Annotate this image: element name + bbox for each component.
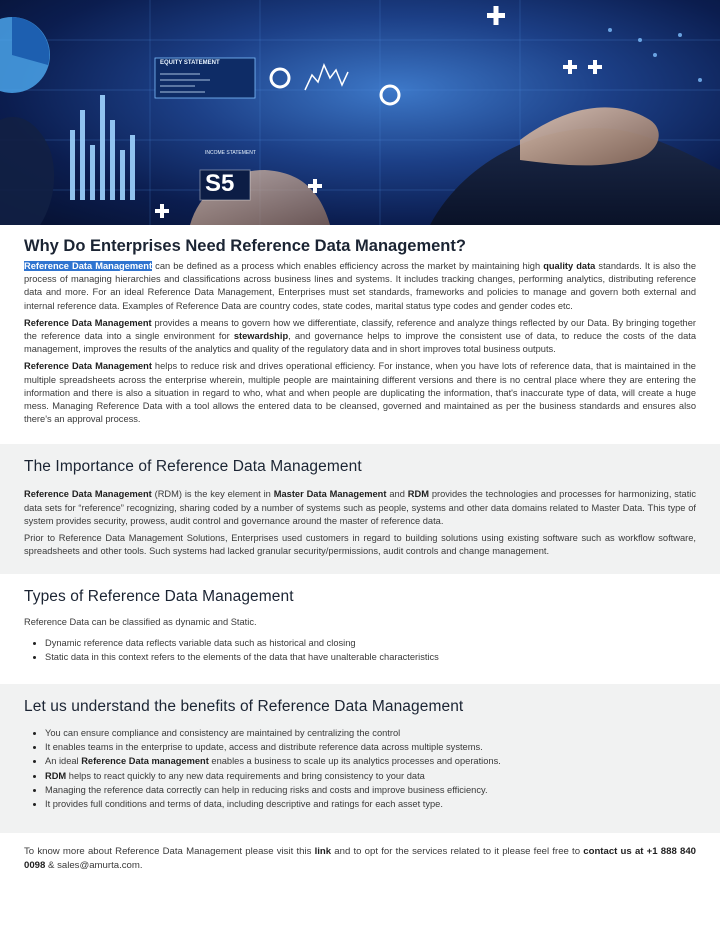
why-paragraph-2: Reference Data Management provides a means to govern how we differentiate, classify, reference and analyze things reflected by our Data. By bringing together the reference data into a single environment for stewardship, and governance helps to improve the consistent use of data, to reduce the costs of the data management, improves the results of the analytics and quality of the regulatory data and in short improves total business outputs. <box>24 317 696 355</box>
list-item: • An ideal Reference Data management enables a business to scale up its analytics processes and operations. <box>45 754 696 768</box>
why-section <box>0 225 720 444</box>
list-item: • It enables teams in the enterprise to update, access and distribute reference data across multiple systems. <box>45 740 696 754</box>
types-list <box>24 636 696 664</box>
list-item: • You can ensure compliance and consistency are maintained by centralizing the control <box>45 726 696 740</box>
benefits-list <box>24 726 696 811</box>
hero-banner-image <box>0 0 720 225</box>
importance-title: The Importance of Reference Data Management <box>24 458 362 476</box>
list-item: • It provides full conditions and terms of data, including descriptive and ratings for each asset type. <box>45 797 696 811</box>
list-item: • RDM helps to react quickly to any new data requirements and bring consistency to your data <box>45 769 696 783</box>
why-paragraph-3: Reference Data Management helps to reduce risk and drives operational efficiency. For instance, when you have lots of reference data, that is maintained in the multiple spreadsheets across the enterprise wherein, multiple people are maintaining different versions and there is no central place where they are entering the information and there is also a situation in regard to who, what and when people are duplicating the information, that's inaccurate type of data, will create a huge mess. Managing Reference Data with a tool allows the entered data to be cleansed, governed and maintained as per the business standards and ensures also there's an approval process. <box>24 361 696 425</box>
why-paragraph-1: Reference Data Management can be defined as a process which enables efficiency across the market by maintaining high quality data standards. It is also the process of managing hierarchies and classifications across business lines and systems. It includes tracking changes, performing analytics, distributing reference data and more. For an ideal Reference Data Management, Enterprises must set standards, frameworks and policies to manage and govern both external and internal reference data. Examples of Reference Data are country codes, state codes, marital status type codes and gender codes etc. <box>24 261 696 311</box>
list-item: • Managing the reference data correctly can help in reducing risks and costs and improve business efficiency. <box>45 783 696 797</box>
footer-section <box>0 833 720 873</box>
importance-paragraph-1: Reference Data Management (RDM) is the key element in Master Data Management and RDM provides the technologies and processes for harmonizing, static data sets for “reference” recognizing, sharing coded by a number of systems such as people, systems and other data domains related to Master Data. This type of system provides security, prowess, audit control and governance around the master of reference data. <box>24 489 696 526</box>
footer-link[interactable]: link <box>314 846 332 858</box>
why-title: Why Do Enterprises Need Reference Data Management? <box>24 237 466 255</box>
benefits-title: Let us understand the benefits of Reference Data Management <box>24 698 464 716</box>
s5-label: S5 <box>205 170 235 197</box>
equity-statement-label: EQUITY STATEMENT <box>160 60 220 66</box>
types-title: Types of Reference Data Management <box>24 588 294 606</box>
importance-paragraph-2: Prior to Reference Data Management Solutions, Enterprises used customers in regard to building solutions using existing software such as workflow software, spreadsheets and other tools. Such systems had lacked granular security/permissions, audit controls and change management. <box>24 533 696 557</box>
highlighted-term: Reference Data Management <box>24 261 153 271</box>
list-item: • Static data in this context refers to the elements of the data that have unalterable characteristics <box>45 650 696 664</box>
footer-text: To know more about Reference Data Management please visit this link and to opt for the services related to it please feel free to contact us at +1 888 840 0098 & sales@amurta.com. <box>24 846 697 872</box>
income-statement-label: INCOME STATEMENT <box>205 150 256 156</box>
importance-section <box>0 444 720 574</box>
types-section <box>0 574 720 684</box>
types-intro: Reference Data can be classified as dynamic and Static. <box>24 617 257 628</box>
benefits-section <box>0 684 720 833</box>
contact-info: contact us at +1 888 840 0098 <box>24 846 697 872</box>
hero-illustration <box>0 0 720 225</box>
list-item: • Dynamic reference data reflects variable data such as historical and closing <box>45 636 696 650</box>
